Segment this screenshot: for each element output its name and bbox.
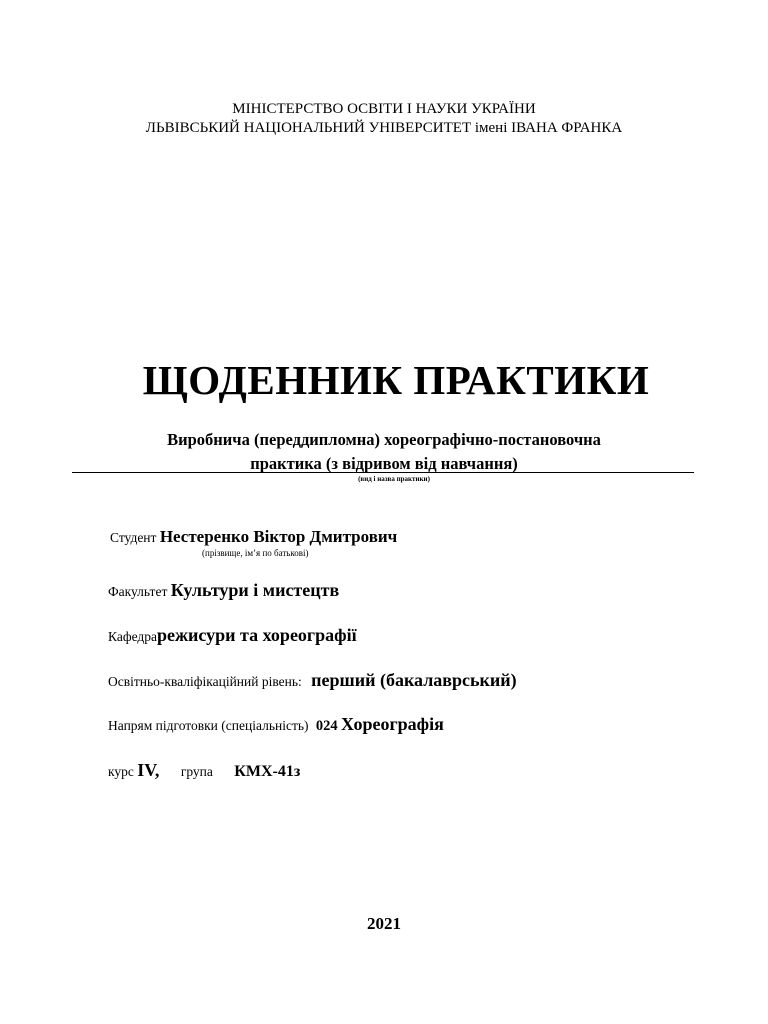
student-caption: (прізвище, ім’я по батькові) <box>202 548 309 558</box>
practice-line-1: Виробнича (переддипломна) хореографічно-постановочна <box>167 430 601 449</box>
group-label: група <box>180 764 213 779</box>
department-value: режисури та хореографії <box>157 625 357 645</box>
department-label: Кафедра <box>108 629 157 644</box>
faculty-row <box>108 580 339 601</box>
level-value: перший (бакалаврський) <box>311 670 517 690</box>
practice-type <box>0 428 768 476</box>
specialty-code: 024 <box>315 718 338 734</box>
practice-line-2: практика (з відривом від навчання) <box>250 454 518 473</box>
practice-underline <box>72 472 694 473</box>
university-name: ЛЬВІВСЬКИЙ НАЦІОНАЛЬНИЙ УНІВЕРСИТЕТ імені ІВАНА ФРАНКА <box>145 120 623 136</box>
student-row <box>110 527 397 547</box>
ministry-name: МІНІСТЕРСТВО ОСВІТИ І НАУКИ УКРАЇНИ <box>232 101 536 117</box>
document-title: ЩОДЕННИК ПРАКТИКИ <box>142 357 650 403</box>
student-name: Нестеренко Віктор Дмитрович <box>159 527 398 546</box>
level-row <box>108 670 517 691</box>
faculty-value: Культури і мистецтв <box>170 580 340 600</box>
course-value: IV, <box>137 760 160 780</box>
department-row <box>108 625 357 646</box>
ministry-header <box>0 100 768 138</box>
faculty-label: Факультет <box>108 584 168 599</box>
practice-caption: (вид і назва практики) <box>358 475 430 483</box>
specialty-label: Напрям підготовки (спеціальність) <box>108 718 309 733</box>
course-label: курс <box>108 764 134 779</box>
specialty-value: Хореографія <box>341 714 444 734</box>
group-value: КМХ-41з <box>234 763 301 780</box>
specialty-row <box>108 714 444 735</box>
year: 2021 <box>367 914 401 933</box>
level-label: Освітньо-кваліфікаційний рівень: <box>108 674 302 689</box>
course-row <box>108 760 300 781</box>
student-label: Студент <box>110 530 157 545</box>
